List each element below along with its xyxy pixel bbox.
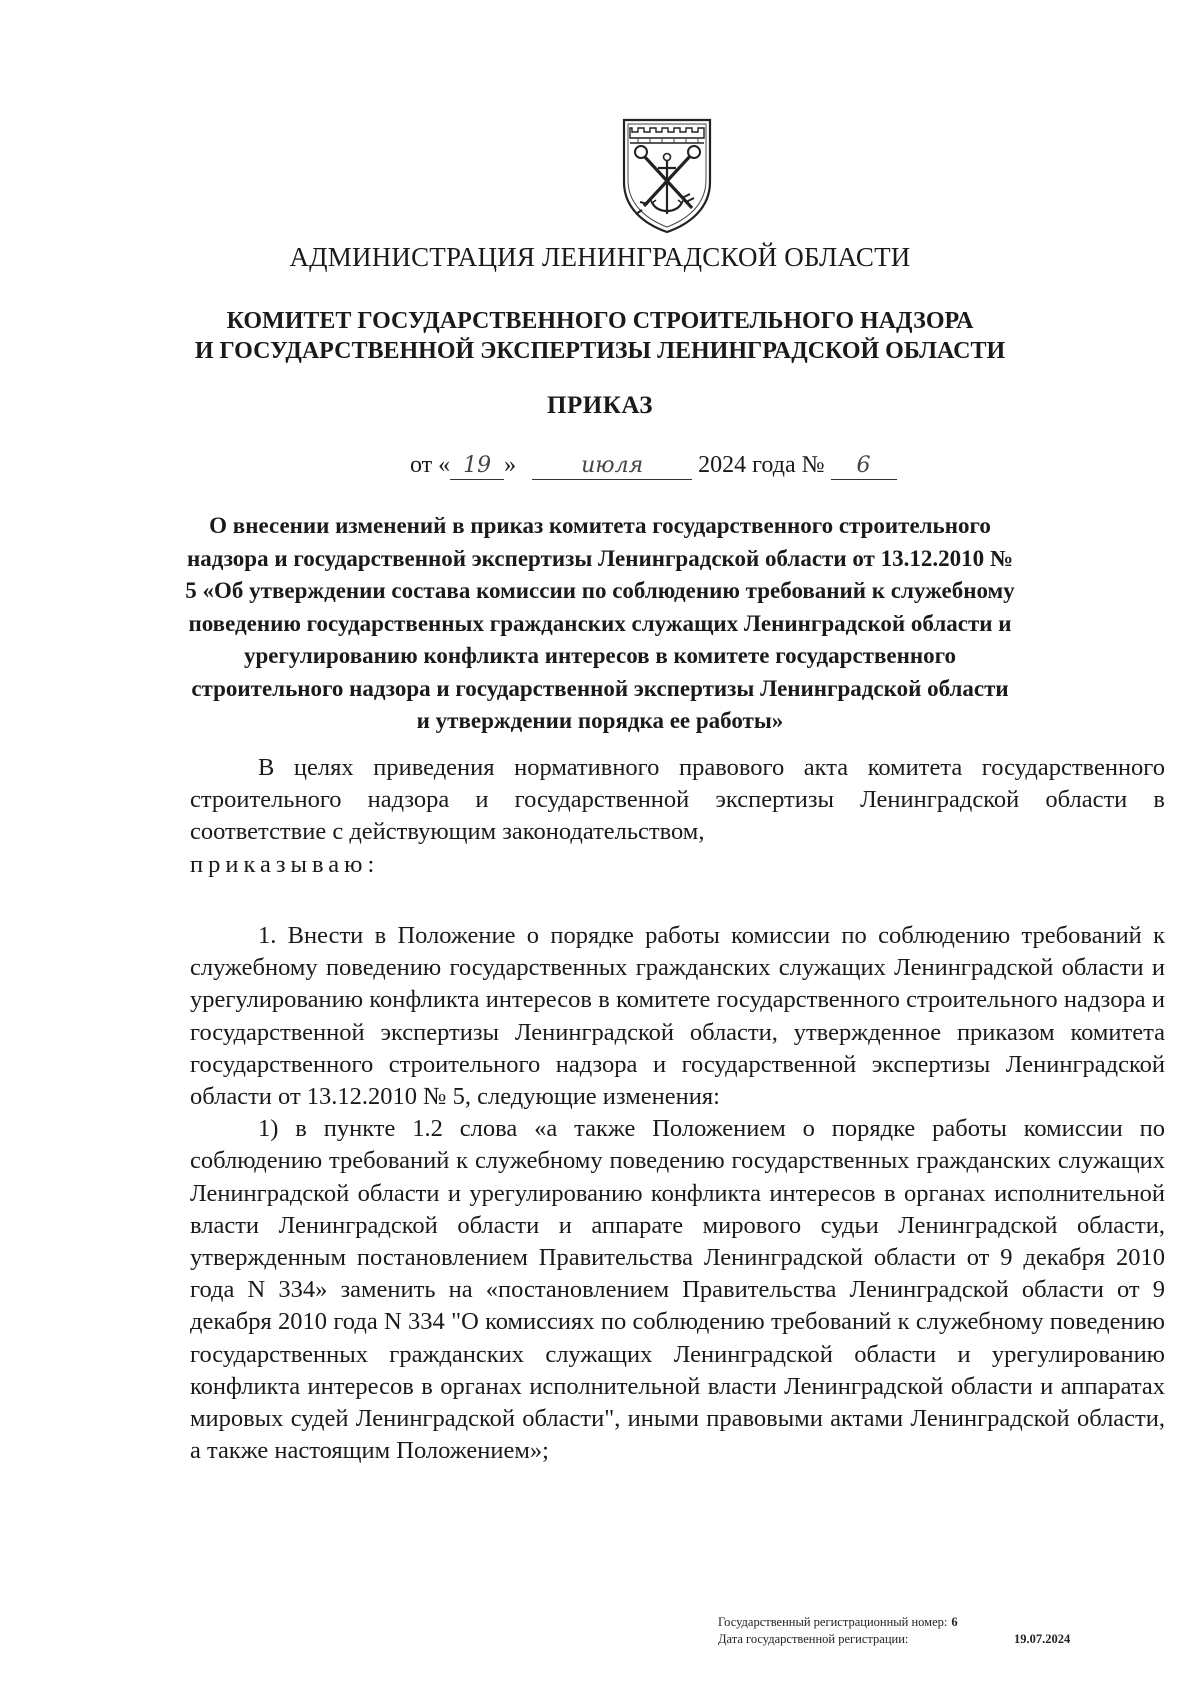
committee-name-line-2: И ГОСУДАРСТВЕННОЙ ЭКСПЕРТИЗЫ ЛЕНИНГРАДСКОЙ ОБЛАСТИ <box>194 338 1006 364</box>
registration-date-value: 19.07.2024 <box>1014 1632 1071 1646</box>
order-word: приказываю: <box>190 850 380 878</box>
preamble-text: В целях приведения нормативного правового акта комитета государственного строительного надзора и государственной экспертизы Ленинградской области в соответствие с действующим законодательством, <box>190 754 1165 846</box>
committee-name <box>0 306 1200 366</box>
document-type: ПРИКАЗ <box>547 392 653 419</box>
preamble <box>190 752 1165 881</box>
committee-name-line-1: КОМИТЕТ ГОСУДАРСТВЕННОГО СТРОИТЕЛЬНОГО НАДЗОРА <box>226 308 974 334</box>
handwritten-month: июля <box>532 453 692 480</box>
registration-number-label: Государственный регистрационный номер: <box>718 1615 948 1629</box>
order-items <box>190 920 1165 1467</box>
order-title: О внесении изменений в приказ комитета государственного строительного надзора и государственной экспертизы Ленинградской области от 13.12.2010 № 5 «Об утверждении состава комиссии по соблюдению требований к служебному поведению государственных гражданских служащих Ленинградской области и урегулированию конфликта интересов в комитете государственного строительного надзора и государственной экспертизы Ленинградской области и утверждении порядка ее работы» <box>185 513 1015 733</box>
subitem-1: 1) в пункте 1.2 слова «а также Положением о порядке работы комиссии по соблюдению требований к служебному поведению государственных гражданских служащих Ленинградской области и урегулированию конфликта интересов в органах исполнительной власти Ленинградской области и аппарате мирового судьи Ленинградской области, утвержденным постановлением Правительства Ленинградской области от 9 декабря 2010 года N 334» заменить на «постановлением Правительства Ленинградской области от 9 декабря 2010 года N 334 "О комиссиях по соблюдению требований к служебному поведению государственных гражданских служащих Ленинградской области и урегулированию конфликта интересов в органах исполнительной власти Ленинградской области и аппаратах мировых судей Ленинградской области", иными правовыми актами Ленинградской области, а также настоящим Положением»; <box>190 1115 1165 1465</box>
item-1: 1. Внести в Положение о порядке работы комиссии по соблюдению требований к служебному поведению государственных гражданских служащих Ленинградской области и урегулированию конфликта интересов в комитете государственного строительного надзора и государственной экспертизы Ленинградской области, утвержденное приказом комитета государственного строительного надзора и государственной экспертизы Ленинградской области от 13.12.2010 № 5, следующие изменения: <box>190 922 1165 1111</box>
coat-of-arms-icon <box>620 116 714 236</box>
date-year-text: 2024 года № <box>698 452 825 478</box>
handwritten-order-number: 6 <box>831 453 897 480</box>
order-date-line <box>410 452 897 480</box>
registration-number-value: 6 <box>951 1615 958 1629</box>
registration-stamp <box>718 1614 1070 1648</box>
handwritten-day: 19 <box>450 453 504 480</box>
date-prefix: от « <box>410 452 451 478</box>
administration-name: АДМИНИСТРАЦИЯ ЛЕНИНГРАДСКОЙ ОБЛАСТИ <box>289 242 911 272</box>
registration-date-label: Дата государственной регистрации: <box>718 1632 909 1646</box>
date-day-close: » <box>504 452 517 478</box>
